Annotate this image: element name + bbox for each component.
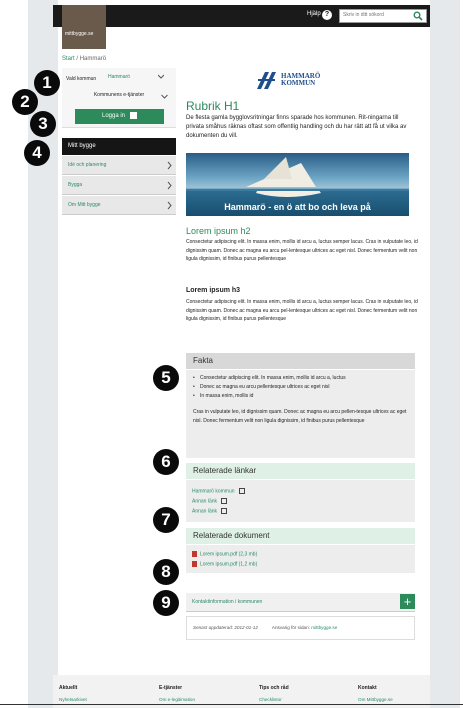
marker-3: 3 (30, 111, 56, 137)
footer-link[interactable]: Om e-legitimation (159, 697, 195, 702)
related-links-heading: Relaterade länkar (186, 463, 415, 479)
related-link-1[interactable] (192, 488, 245, 494)
breadcrumb (62, 56, 106, 62)
search-input[interactable] (343, 12, 413, 18)
login-button[interactable] (75, 109, 164, 124)
marker-5: 5 (153, 365, 179, 391)
search-box (339, 9, 427, 23)
search-icon[interactable] (413, 11, 423, 21)
chevron-right-icon (167, 201, 172, 210)
body-paragraph-2: Consectetur adipiscing elit. In massa enim, mollis id arcu a, luctus semper lacus. Cras in vulputate leo, id dignissim quam. Donec ac magna eu arcu pel-lentesque ultrices ac eget nisl. Donec fermentum velit non ligula dignissim, id finibus purus pellentesque (186, 299, 418, 323)
related-docs-heading: Relaterade dokument (186, 528, 415, 544)
chevron-down-icon[interactable] (161, 94, 168, 99)
hero-image (186, 153, 409, 216)
breadcrumb-separator: / (74, 56, 80, 62)
updated-date: Senast uppdaterad: 2012-01-12 (193, 625, 258, 630)
external-link-icon (239, 488, 245, 494)
municipality-logo-text (281, 73, 320, 87)
fakta-list (193, 374, 409, 400)
pdf-icon (192, 551, 197, 557)
nav-item-label: Om Mitt bygge (68, 202, 101, 208)
footer-col-title: Kontakt (358, 685, 377, 691)
pdf-icon (192, 561, 197, 567)
footer-col-title: E-tjänster (159, 685, 183, 691)
fakta-bullet: • Donec ac magna eu arcu pellentesque ultrices ac eget nisl (193, 383, 409, 392)
footer-col-title: Aktuellt (59, 685, 78, 691)
site-logo-text: mittbygge.se (65, 31, 94, 37)
nav-item-label: Idé och planering (68, 162, 107, 168)
nav-item-bygga[interactable] (62, 176, 176, 195)
marker-2: 2 (12, 89, 38, 115)
municipality-select[interactable]: Hammarö (108, 74, 130, 80)
brand-line1: HAMMARÖ (281, 72, 321, 80)
footer-link[interactable]: Nyhetsarkivet (59, 697, 87, 702)
page-title: Rubrik H1 (186, 99, 240, 113)
external-link-icon (221, 498, 227, 504)
brand-line2: KOMMUN (281, 79, 316, 87)
page-updated-info (186, 616, 415, 640)
chevron-down-icon[interactable] (158, 74, 164, 79)
related-link-3[interactable] (192, 508, 227, 514)
footer-link[interactable]: Checklistor (259, 697, 282, 702)
heading-h3: Lorem ipsum h3 (186, 287, 241, 294)
chevron-right-icon (167, 161, 172, 170)
related-link-2[interactable] (192, 498, 227, 504)
lock-icon (130, 112, 137, 119)
related-link-label: Annan länk (192, 498, 218, 505)
footer-link[interactable]: Om Mittbygge.se (358, 697, 393, 702)
fakta-heading: Fakta (186, 353, 415, 369)
related-doc-2[interactable] (192, 561, 257, 567)
related-doc-label: Lorem ipsum.pdf (2,3 mb) (200, 551, 258, 558)
contact-label: Kontaktinformation i kommunen (192, 599, 263, 605)
page-margin-right (430, 0, 460, 708)
marker-9: 9 (153, 590, 179, 616)
help-link[interactable]: Hjälp (307, 11, 321, 17)
nav-item-om[interactable] (62, 196, 176, 215)
marker-1: 1 (34, 70, 60, 96)
related-doc-label: Lorem ipsum.pdf (1,2 mb) (200, 561, 258, 568)
nav-title: Mitt bygge (62, 138, 176, 155)
footer-col-title: Tips och råd (259, 685, 289, 691)
municipality-logo-icon (255, 70, 279, 90)
marker-7: 7 (153, 507, 179, 533)
marker-8: 8 (153, 559, 179, 585)
related-link-label: Hammarö kommun (192, 488, 235, 495)
fakta-text: Cras in vulputate leo, id dignissim quam. Donec ac magna eu arcu pellen-tesque ultrices ac eget nisl. Donec fermentum velit non ligula dignissim, id finibus purus pellentesque (193, 409, 407, 425)
contact-accordion[interactable] (186, 593, 415, 612)
marker-6: 6 (153, 449, 179, 475)
nav-item-label: Bygga (68, 182, 83, 188)
external-link-icon (221, 508, 227, 514)
responsible-label: Ansvarig för sidan: (271, 625, 310, 630)
expand-plus-icon[interactable]: + (400, 594, 415, 609)
help-icon[interactable]: ? (322, 10, 332, 20)
municipality-label: Vald kommun (66, 76, 97, 82)
body-paragraph-1: Consectetur adipiscing elit. In massa enim, mollis id arcu a, luctus semper lacus. Cras in vulputate leo, id dignissim quam. Donec ac magna eu arcu pel-lentesque ultrices ac eget nisl. Donec fermentum velit non ligula dignissim, id finibus purus pellentesque (186, 239, 418, 263)
site-logo[interactable] (62, 5, 106, 49)
breadcrumb-home[interactable]: Start (62, 56, 75, 62)
fakta-bullet: • In massa enim, mollis id (193, 392, 409, 401)
eservices-select[interactable]: Kommunens e-tjänster (93, 92, 145, 98)
chevron-right-icon (167, 181, 172, 190)
lead-text: De flesta gamla bygglovsritningar finns sparade hos kommunen. Rit-ningarna till privata småhus räknas oftast som offentlig handling och du har rätt att få ut vilka av dokumenten du vill. (186, 115, 407, 139)
hero-caption: Hammarö - en ö att bo och leva på (224, 202, 371, 212)
heading-h2: Lorem ipsum h2 (186, 226, 251, 236)
fakta-bullet: • Consectetur adipiscing elit. In massa enim, mollis id arcu a, luctus (193, 374, 409, 383)
fakta-box (186, 370, 415, 458)
related-doc-1[interactable] (192, 551, 257, 557)
related-link-label: Annan länk (192, 508, 218, 515)
nav-item-ide[interactable] (62, 156, 176, 175)
responsible-link[interactable]: mittbygge.se (311, 625, 338, 630)
login-button-label: Logga in (101, 113, 126, 119)
related-docs-box (186, 545, 415, 573)
marker-4: 4 (24, 140, 50, 166)
municipality-logo (255, 70, 319, 90)
bottom-divider (0, 704, 463, 705)
breadcrumb-current: Hammarö (79, 56, 107, 62)
